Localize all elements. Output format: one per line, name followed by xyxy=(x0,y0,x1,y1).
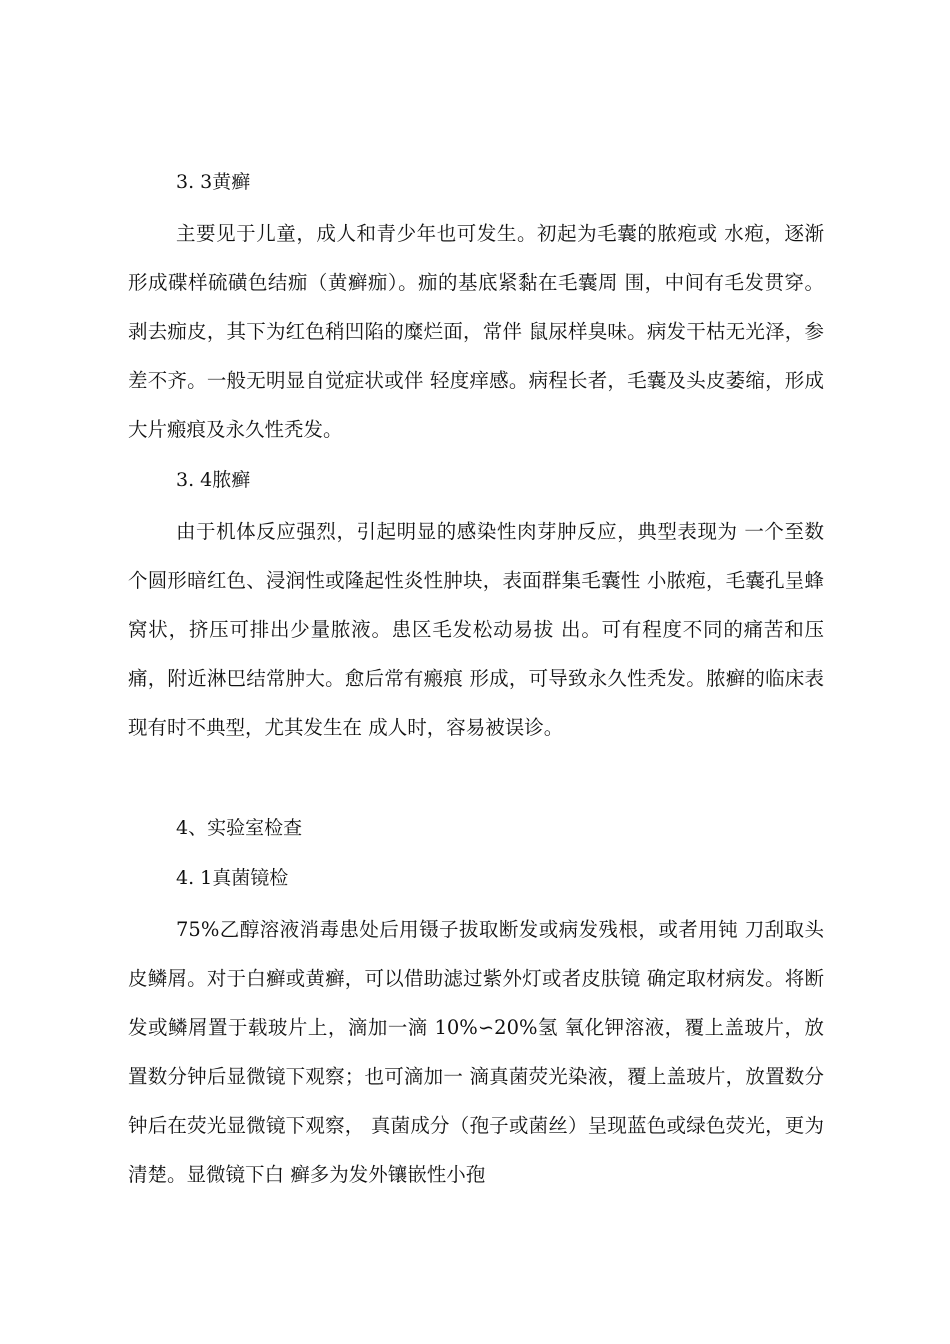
section-heading-favus: 3. 3黄癣 xyxy=(176,171,251,193)
paragraph-kerion: 由于机体反应强烈，引起明显的感染性肉芽肿反应，典型表现为 一个至数个圆形暗红色、浸润性或隆起性炎性肿块，表面群集毛囊性 小脓疱，毛囊孔呈蜂窝状，挤压可排出少量脓液。患区毛发松动易拔 出。可有程度不同的痛苦和压痛，附近淋巴结常肿大。愈后常有瘢痕 形成，可导致永久性秃发。脓癣的临床表现有时不典型，尤其发生在 成人时，容易被误诊。 xyxy=(128,520,824,739)
section-heading-lab-tests: 4、实验室检查 xyxy=(176,817,303,839)
section-heading-microscopy: 4. 1真菌镜检 xyxy=(176,867,289,889)
paragraph-microscopy: 75%乙醇溶液消毒患处后用镊子拔取断发或病发残根，或者用钝 刀刮取头皮鳞屑。对于白癣或黄癣，可以借助滤过紫外灯或者皮肤镜 确定取材病发。将断发或鳞屑置于载玻片上，滴加一滴 10%∽20%氢 氧化钾溶液，覆上盖玻片，放置数分钟后显微镜下观察；也可滴加一 滴真菌荧光染液，覆上盖玻片，放置数分钟后在荧光显微镜下观察， 真菌成分（孢子或菌丝）呈现蓝色或绿色荧光，更为清楚。显微镜下白 癣多为发外镶嵌性小孢 xyxy=(128,918,824,1186)
section-heading-kerion: 3. 4脓癣 xyxy=(176,469,251,491)
paragraph-favus: 主要见于儿童，成人和青少年也可发生。初起为毛囊的脓疱或 水疱，逐渐形成碟样硫磺色结痂（黄癣痂）。痂的基底紧黏在毛囊周 围，中间有毛发贯穿。剥去痂皮，其下为红色稍凹陷的糜烂面，常伴 鼠尿样臭味。病发干枯无光泽，参差不齐。一般无明显自觉症状或伴 轻度痒感。病程长者，毛囊及头皮萎缩，形成大片瘢痕及永久性秃发。 xyxy=(128,222,824,441)
